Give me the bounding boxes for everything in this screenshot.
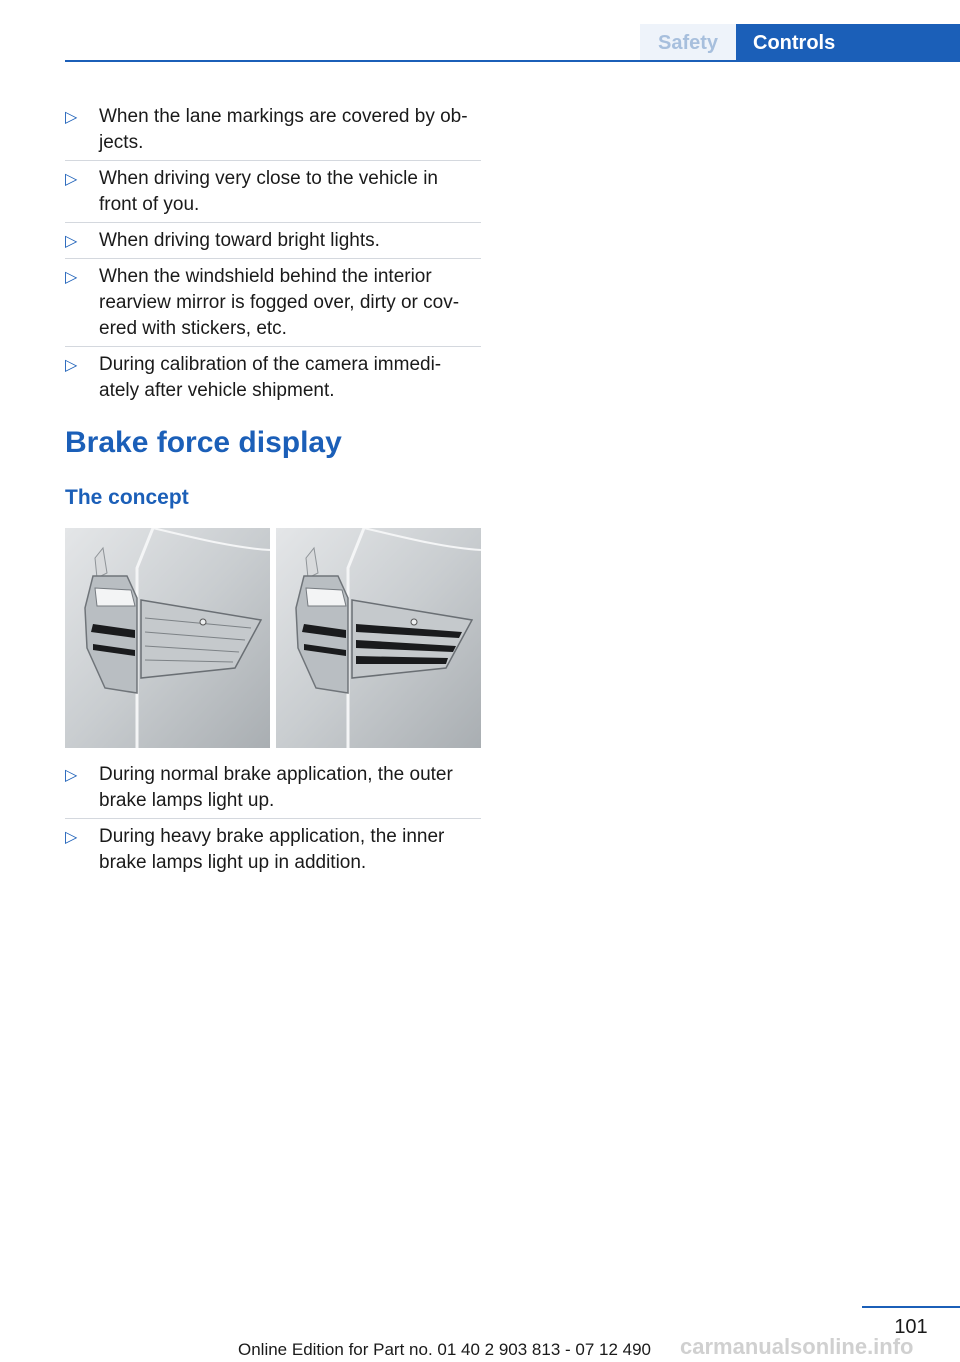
watermark: carmanualsonline.info xyxy=(680,1334,914,1359)
brake-list-container xyxy=(65,762,481,885)
triangle-bullet-icon: ▷ xyxy=(65,171,78,188)
list-item: ▷ During normal brake application, the outer brake lamps light up. xyxy=(65,762,481,819)
triangle-bullet-icon: ▷ xyxy=(65,767,78,784)
section-subtitle: The concept xyxy=(65,486,189,509)
conditions-list xyxy=(65,104,481,408)
list-item: ▷ When the lane markings are covered by ob‐jects. xyxy=(65,104,481,161)
list-item: ▷ When the windshield behind the interior rearview mirror is fogged over, dirty or cov‐ered with stickers, etc. xyxy=(65,264,481,347)
heavy-brake-illustration xyxy=(276,528,481,748)
conditions-list-container xyxy=(65,104,481,413)
edition-text: Online Edition for Part no. 01 40 2 903 813 - 07 12 490 xyxy=(238,1340,652,1359)
page-number: 101 xyxy=(894,1316,928,1338)
tab-controls[interactable]: Controls xyxy=(736,24,960,62)
list-item: ▷ During heavy brake application, the inner brake lamps light up in addition. xyxy=(65,826,445,873)
header-rule xyxy=(65,60,960,62)
brake-lamp-figure xyxy=(65,528,481,748)
normal-brake-illustration xyxy=(65,528,270,748)
list-item: ▷ When driving very close to the vehicle in front of you. xyxy=(65,166,481,223)
tab-safety[interactable]: Safety xyxy=(640,24,736,62)
brake-list xyxy=(65,762,481,880)
triangle-bullet-icon: ▷ xyxy=(65,269,78,286)
list-item: ▷ When driving toward bright lights. xyxy=(65,228,481,259)
triangle-bullet-icon: ▷ xyxy=(65,109,78,126)
triangle-bullet-icon: ▷ xyxy=(65,233,78,250)
list-item: ▷ During calibration of the camera immedi‐ately after vehicle shipment. xyxy=(65,354,442,401)
triangle-bullet-icon: ▷ xyxy=(65,357,78,374)
footer-rule xyxy=(862,1306,960,1308)
triangle-bullet-icon: ▷ xyxy=(65,829,78,846)
section-title: Brake force display xyxy=(65,426,342,459)
